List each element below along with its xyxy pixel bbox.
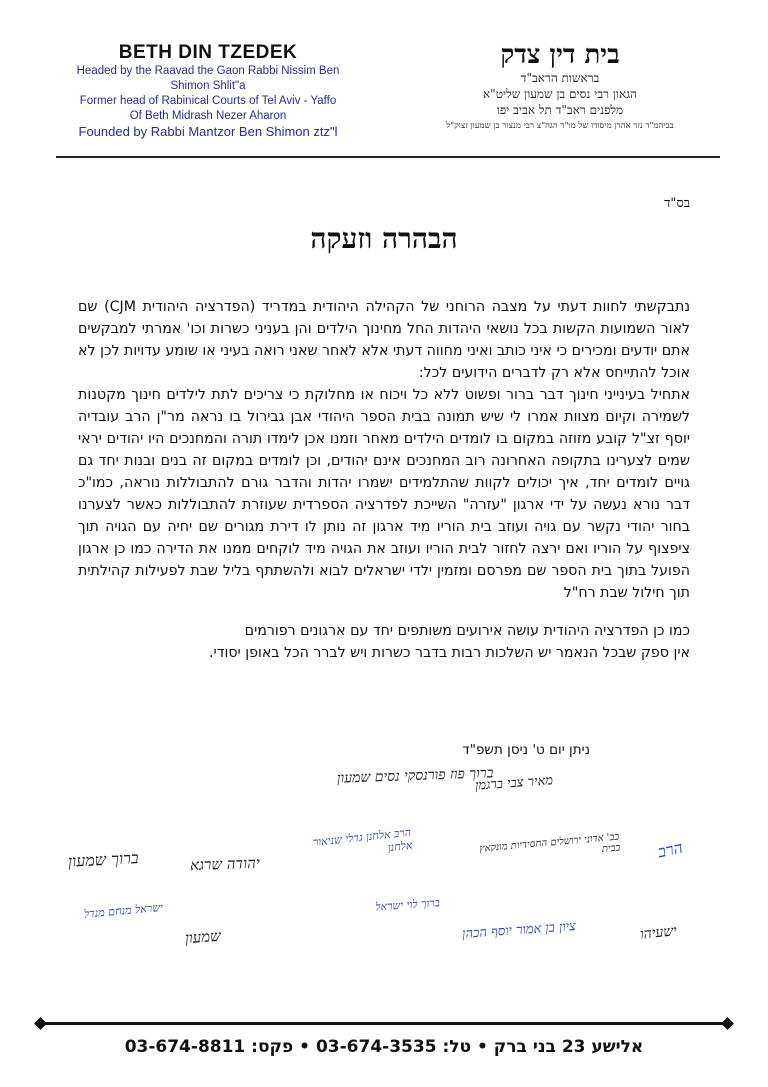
- signature: שמעון: [184, 926, 222, 948]
- court-name-english: BETH DIN TZEDEK: [118, 42, 298, 63]
- signature: יהודה שרגא: [189, 853, 261, 875]
- contact-footer: אלישע 23 בני ברק • טל: 03-674-3535 • פקס: 03-674-8811: [124, 1037, 644, 1057]
- headed-by-line-he: בראשות הראב"ד: [520, 71, 600, 85]
- signature: ברוך לוי ישראל: [374, 896, 441, 914]
- letterhead-english: [58, 42, 358, 139]
- signature: ציון בן אמור יוסף הכהן: [461, 919, 577, 942]
- paragraph-conclusion: אין ספק שבכל הנאמר יש השלכות רבות בדבר כשרות ויש לברר הכל באופן יסודי.: [209, 645, 690, 661]
- paragraph-education: אתחיל בעינייני חינוך דבר ברור ופשוט ללא כל ויכוח או מחלוקת כי צריכים לתת לילדים חינוך מקטנות לשמירה וקיום מצוות אמרו לי שיש תמונה בבית הספר היהודי אבן גבירול בו נראה מר"ן הרב עובדיה יוסף זצ"ל קובע מזוזה במקום בו לומדים הילדים מאחר וזמנו אכן לימדו תורה והמחנכים היו יהודים יראי שמים לצערינו בתקופה האחרונה רוב המחנכים אינם יהודים, וכן לומדים במקום זה בנים ובנות יחד גם גויים לומדים יחד, איך יכולים לקוות שהתלמידים ישמרו יהדות והדבר גורם להתבוללות נוראה, כמו"כ דבר נורא נעשה על ידי ארגון "עזרה" השייכת לפדרציה הספרדית שעוזרת להתבוללות כאשר לצערנו בחור יהודי נקשר עם גויה ועוזב בית הוריו מיד ארגון זה נותן לו דירת מגורים שם יחיה עם הגויה תוך ציפצוף על הוריו ואם ירצה לחזור לבית הוריו ועוזב את הגויה מיד לוקחים ממנו את הדירה כמו כן ארגון הפועל בתוך בית הספר שם מפרסם ומזמין ילדי ישראלים לבוא ולהשתתף בליל שבת לפעילות קהילתית תוך חילול שבת רח"ל: [78, 387, 690, 601]
- rabbi-name-line-he: הגאון רבי נסים בן שמעון שליט"א: [482, 87, 638, 101]
- bsd-mark: בס"ד: [664, 196, 690, 211]
- divider-end-diamond: [721, 1017, 734, 1030]
- header-divider: [56, 156, 720, 158]
- signature: ישעיהו: [639, 923, 678, 943]
- former-position-line: Former head of Rabinical Courts of Tel Aviv - Yaffo: [79, 95, 337, 107]
- founder-line: Founded by Rabbi Mantzor Ben Shimon ztz"l: [78, 124, 338, 139]
- signature: הרב: [656, 837, 685, 862]
- paragraph-reform: כמו כן הפדרציה היהודית עושה אירועים משותפים יחד עם ארגונים רפורמים: [244, 623, 690, 639]
- founder-line-he: בביהמ"ד נזר אהרן מיסודו של מו"ר הגה"צ רבי מנצור בן שמעון זצוק"ל: [446, 121, 674, 131]
- paragraph-intro: נתבקשתי לחוות דעתי על מצבה הרוחני של הקהילה היהודית במדריד (הפדרציה היהודית CJM) שם לאור השמועות הקשות בכל נושאי היהדות החל מחינוך הילדים והן בעניני כשרות וכו' אמרתי למבקשים אתם יודעים ומכירים כי איני כותב ואיני מחווה דעתי אלא לאחר שאני רואה בעיני או שומע עדויות לכן לא אוכל להתייחס אלא רק לדברים הידועים לכל:: [78, 299, 690, 381]
- divider-end-diamond: [34, 1017, 47, 1030]
- signature: ברוך פוז פורנסקי נסים שמעון: [336, 765, 494, 787]
- court-name-hebrew: בית דין צדק: [500, 40, 620, 70]
- footer-divider: [40, 1022, 728, 1025]
- letter-body: [78, 296, 690, 678]
- letterhead-hebrew: [400, 40, 720, 134]
- beth-midrash-line: Of Beth Midrash Nezer Aharon: [129, 110, 287, 122]
- former-position-line-he: מלפנים ראב"ד תל אביב יפו: [496, 103, 624, 117]
- signature: כב' אדוני ירושלים החסידיות מונקאץ בבית: [478, 831, 621, 856]
- signature: הרב אלחנן גדלי שניאור אלחנן: [312, 825, 414, 855]
- signature: מאיר צבי ברגמן: [474, 773, 554, 794]
- document-title: הבהרה וזעקה: [310, 222, 458, 255]
- signature: ברוך שמעון: [67, 848, 140, 871]
- signature: ישראל מנחם מנדל: [83, 900, 164, 921]
- issue-date: ניתן יום ט' ניסן תשפ"ד: [462, 742, 590, 758]
- head-rabbi-line: Headed by the Raavad the Gaon Rabbi Nissim Ben Shimon Shlit"a: [76, 65, 340, 92]
